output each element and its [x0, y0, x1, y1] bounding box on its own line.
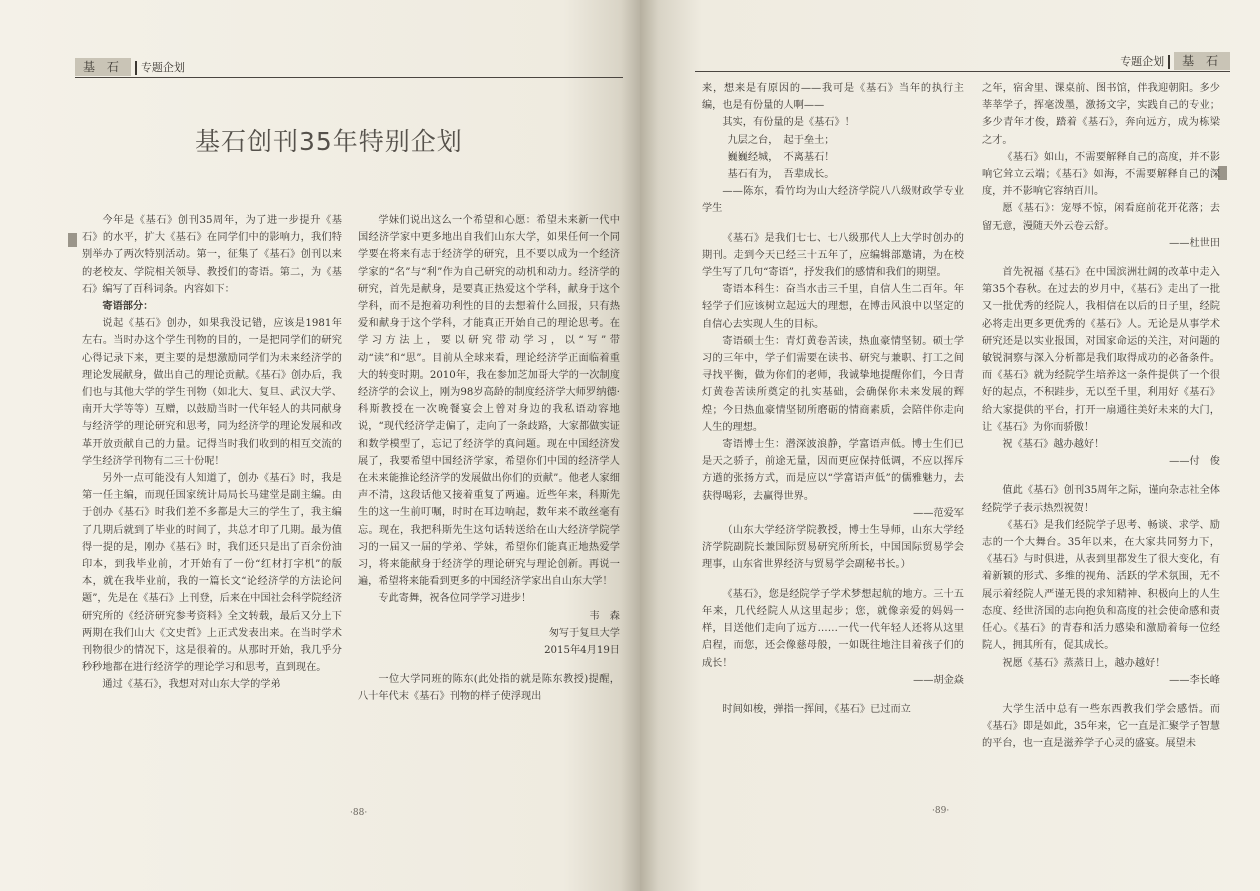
paragraph: 寄语博士生：潜深波浪静，学富语声低。博士生们已是天之骄子，前途无量，因而更应保持低调，不应以挥斥方遒的张扬方式，而是应以“学富语声低”的儒雅魅力，去获得喝彩，去赢得世界。: [702, 439, 964, 502]
right-column-1: [702, 80, 964, 718]
paragraph: 大学生活中总有一些东西教我们学会感悟。而《基石》即是如此，35年来，它一直是汇聚学子智慧的平台，也一直是滋养学子心灵的盛宴。展望未: [982, 703, 1220, 750]
paragraph: 祝愿《基石》蒸蒸日上，越办越好！: [1002, 657, 1166, 669]
margin-marker: [68, 233, 77, 247]
paragraph: 首先祝福《基石》在中国滨洲壮阔的改革中走入第35个春秋。在过去的岁月中，《基石》走出了一批又一批优秀的经院人，我相信在以后的日子里，经院必将走出更多更优秀的《基石》人。无论是从事学术研究还是以实业报国，对国家命运的关注，对问题的敏锐洞察与深入分析都是我们取得成功的必备条件。而《基石》就为经院学生培养这一条件提供了一个很好的起点，不积跬步，无以至千里，利用好《基石》给大家提供的平台，打开一扇通往美好未来的大门，让《基石》为你而骄傲！: [982, 267, 1220, 433]
right-column-2: [982, 80, 1220, 753]
paragraph: ——李长峰: [1169, 674, 1220, 686]
paragraph: 寄语硕士生：青灯黄卷苦读，热血豪情坚韧。硕士学习的三年中，学子们需要在读书、研究与兼职、打工之间寻找平衡，做为你们的老师，我诚挚地提醒你们，今日青灯黄卷苦读所奠定的扎实基础，会确保你未来发展的辉煌；今日热血豪情坚韧所磨砺的情商素质，会陪伴你走向人生的理想。: [702, 335, 964, 433]
paragraph: ——胡金焱: [913, 674, 964, 686]
paragraph: 匆写于复旦大学: [548, 627, 620, 639]
paragraph: 寄语部分：: [102, 300, 154, 313]
left-column-1: [82, 212, 342, 694]
paragraph: ——陈东，看竹均为山大经济学院八八级财政学专业学生: [702, 186, 964, 215]
paragraph: 说起《基石》创办，如果我没记错，应该是1981年左右。当时办这个学生刊物的目的，一是把同学们的研究心得记录下来，更主要的是想激励同学们为未来经济学的理论发展献身，做出自己的理论贡献。《基石》创办后，我们也与其他大学的学生刊物（如北大、复旦、武汉大学、南开大学等等）互赠，以鼓励当时一代年轻人的共同献身与经济学的理论研究和思考，同为经济学的理论发展和改革开放贡献自己的力量。记得当时我们收到的相互交流的学生经济学刊物有二三十份呢！: [82, 318, 342, 467]
paragraph: 通过《基石》，我想对对山东大学的学弟: [102, 679, 281, 691]
page-title: 基石创刊35年特别企划: [195, 127, 463, 156]
paragraph: 韦 森: [589, 610, 620, 622]
paragraph: 《基石》是我们七七、七八级那代人上大学时创办的期刊。走到今天已经三十五年了，应编辑部邀请，为在校学生写了几句“寄语”，抒发我们的感情和我们的期望。: [702, 232, 964, 279]
paragraph: 之年，宿舍里、课桌前、图书馆，伴我迎朝阳。多少莘莘学子，挥毫泼墨，激扬文字，实践自己的专业；多少青年才俊，踏着《基石》，奔向远方，成为栋梁之才。: [982, 83, 1220, 146]
paragraph: 时间如梭，弹指一挥间，《基石》已过而立: [722, 703, 911, 715]
paragraph: 另外一点可能没有人知道了，创办《基石》时，我是第一任主编，而现任国家统计局局长马建堂是副主编。由于创办《基石》时我们差不多都是大三的学生了，我主编了几期后就到了毕业的时间了，共总才印了几期。最为值得一提的是，刚办《基石》时，我们还只是出了百余份油印本，到我毕业前，才开始有了一份“红材打字机”的版本，就在我毕业前，我的一篇长文“论经济学的方法论问题”，先是在《基石》上刊登，后来在中国社会科学院经济研究所的《经济研究参考资料》全文转载，最后又分上下两期在我们山大《文史哲》上正式发表出来。在当时学术刊物很少的情况下，这是很着的。从那时开始，我几乎分秒秒地都在进行经济学的理论学习和思考，直到现在。: [82, 473, 342, 674]
paragraph: 《基石》，您是经院学子学术梦想起航的地方。三十五年来，几代经院人从这里起步；您，就像亲爱的妈妈一样，目送他们走向了远方……一代一代年轻人还将从这里启程，而您，还会像慈母般，一如既往地注目着孩子们的成长！: [702, 588, 964, 669]
paragraph: 愿《基石》：宠辱不惊，闲看庭前花开花落；去留无意，漫随天外云卷云舒。: [982, 203, 1220, 232]
paragraph: 2015年4月19日: [544, 645, 620, 657]
paragraph: ——范爱军: [913, 507, 964, 519]
left-column-2: [358, 212, 620, 706]
paragraph: 寄语本科生：奋当水击三千里，自信人生二百年。年轻学子们应该树立起远大的理想，在博击风浪中以坚定的自信心去实现人生的目标。: [702, 284, 964, 330]
paragraph: 《基石》是我们经院学子思考、畅谈、求学、励志的一个大舞台。35年以来，在大家共同努力下，《基石》与时俱进，从表到里都发生了很大变化，有着新颖的形式、多维的视角、活跃的学术氛围，无不展示着经院人严谨无畏的求知精神、积极向上的人生态度、经世济国的志向抱负和高度的社会使命感和责任心。《基石》的青春和活力感染和激励着每一位经院人，拥其所有，促其成长。: [982, 519, 1220, 652]
paragraph: 今年是《基石》创刊35周年，为了进一步提升《基石》的水平，扩大《基石》在同学们中的影响力，我们特别举办了两次特别活动。第一，征集了《基石》创刊以来的老校友、学院相关领导、教授们的寄语。第二，为《基石》编写了百科词条。内容如下：: [82, 215, 342, 295]
paragraph: 祝《基石》越办越好！: [1002, 439, 1105, 451]
page-number: ·88·: [350, 808, 368, 818]
page-number: ·89·: [932, 806, 950, 816]
paragraph: 值此《基石》创刊35周年之际，谨向杂志社全体经院学子表示热烈祝贺！: [982, 485, 1220, 514]
paragraph: 学妹们说出这么一个希望和心愿：希望未来新一代中国经济学家中更多地出自我们山东大学，如果任何一个同学要在将来有志于经济学的研究，且不要以成为一个经济学家的“名”与“利”作为自己研究的动机和动力。经济学的研究，首先是献身，是要真正热爱这个学科，献身于这个学科，而不是抱着功利性的目的去想着什么回报，只有热爱和献身于这个学科，才能真正开始自己的理论思考。在学习方法上，要以研究带动学习，以“写”带动“读”和“思”。目前从全球来看，理论经济学正面临着重大的转变时期。2010年，我在参加芝加哥大学的一次制度经济学的会议上，刚为98岁高龄的制度经济学大师罗纳德·科斯教授在一次晚餐宴会上曾对身边的我私语动容地说，“现代经济学走偏了，走向了一条歧路，大家都做实证和数学模型了，忘记了经济学的真问题。现在中国经济发展了，我要希望中国经济学家，希望你们中国的经济学人在未来能推论经济学的发展做出你们的贡献”。他老人家细声不清，这段话他又接着重复了两遍。近些年来，科斯先生的这一生前叮嘱，时时在耳边响起，数年来不敢丝毫有忘。现在，我把科斯先生这句话转送给在山大经济学院学习的一届又一届的学弟、学妹，希望你们能真正地热爱学习，将来能献身于经济学的理论研究与理论创新。再说一遍，希望将来能看到更多的中国经济学家出自山东大学！: [358, 215, 620, 588]
section-label: 专题企划: [1120, 55, 1165, 68]
paragraph: 一位大学同班的陈东(此处指的就是陈东教授)提醒，八十年代末《基石》刊物的样子使浮现出: [358, 674, 620, 703]
header-divider: [135, 61, 137, 75]
journal-tag: 基 石: [75, 58, 131, 76]
paragraph: 《基石》如山，不需要解释自己的高度，并不影响它耸立云端；《基石》如海，不需要解释自己的深度，并不影响它容纳百川。: [982, 151, 1220, 198]
paragraph: 九层之台， 起于垒土；: [727, 134, 835, 146]
journal-tag: 基 石: [1174, 52, 1230, 70]
right-page: [640, 0, 1260, 891]
paragraph: ——付 俊: [1169, 456, 1220, 468]
right-page-header: [695, 52, 1230, 72]
paragraph: 其实，有份量的是《基石》！: [722, 117, 855, 129]
paragraph: 基石有为， 吾辈成长。: [727, 169, 835, 181]
paragraph: （山东大学经济学院教授，博士生导师，山东大学经济学院副院长兼国际贸易研究所所长，中国国际贸易学会理事，山东省世界经济与贸易学会副秘书长。）: [702, 525, 964, 571]
section-label: 专题企划: [140, 61, 185, 74]
header-divider: [1168, 55, 1170, 69]
paragraph: 来，想来是有原因的——我可是《基石》当年的执行主编，也是有份量的人啊——: [702, 83, 964, 112]
left-page-header: [75, 58, 623, 78]
paragraph: ——杜世田: [1169, 237, 1220, 249]
paragraph: 专此寄舞，祝各位同学学习进步！: [378, 593, 532, 605]
paragraph: 巍巍经城， 不离基石！: [727, 151, 835, 163]
